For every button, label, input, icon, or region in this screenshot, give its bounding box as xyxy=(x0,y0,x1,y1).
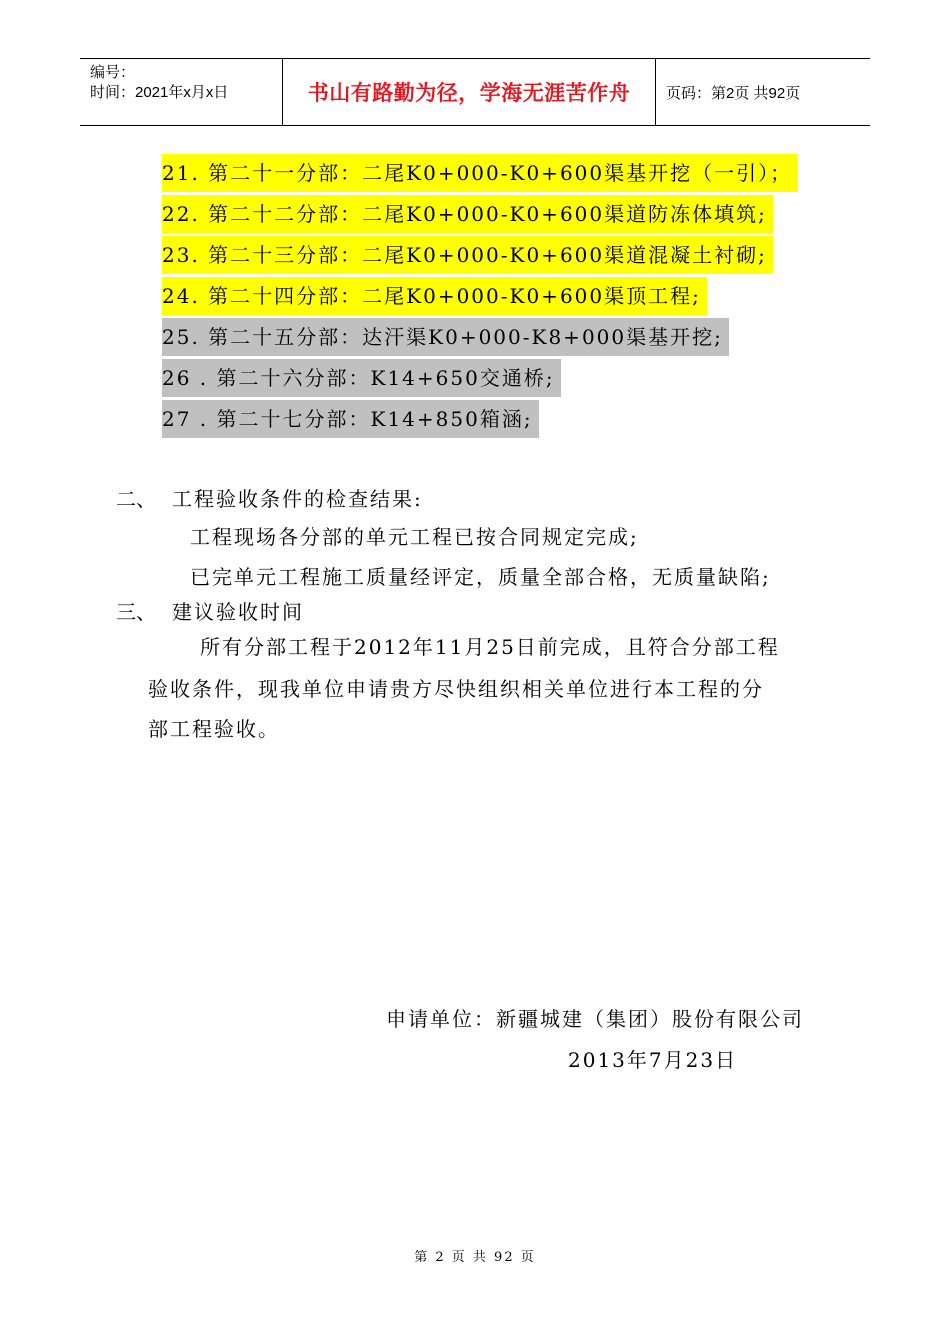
section2-line2: 已完单元工程施工质量经评定，质量全部合格，无质量缺陷; xyxy=(190,565,771,589)
subproject-list xyxy=(162,154,798,441)
page-footer: 第 2 页 共 92 页 xyxy=(414,1250,536,1265)
section2-line1: 工程现场各分部的单元工程已按合同规定完成; xyxy=(190,525,639,549)
section3-line3: 部工程验收。 xyxy=(148,717,280,741)
list-item: 23. 第二十三分部：二尾K0+000-K0+600渠道混凝土衬砌; xyxy=(162,236,773,274)
header-motto: 书山有路勤为径，学海无涯苦作舟 xyxy=(307,81,631,105)
signature-date: 2013年7月23日 xyxy=(568,1048,738,1072)
list-item: 24. 第二十四分部：二尾K0+000-K0+600渠顶工程; xyxy=(162,277,707,315)
section2-number: 二、 xyxy=(116,487,156,511)
header-time-label: 时间：2021年x月x日 xyxy=(90,84,229,101)
section3-line2: 验收条件，现我单位申请贵方尽快组织相关单位进行本工程的分 xyxy=(148,677,764,701)
list-item: 25. 第二十五分部：达汗渠K0+000-K8+000渠基开挖; xyxy=(162,318,729,356)
section2-title: 工程验收条件的检查结果: xyxy=(172,487,423,511)
section3-title: 建议验收时间 xyxy=(172,600,304,624)
document-header xyxy=(80,58,870,126)
header-number-label: 编号： xyxy=(90,64,136,81)
header-meta xyxy=(80,59,282,125)
list-item: 21. 第二十一分部：二尾K0+000-K0+600渠基开挖（一引）； xyxy=(162,154,798,192)
section3-line1: 所有分部工程于2012年11月25日前完成，且符合分部工程 xyxy=(200,635,780,659)
header-page-info: 页码：第2页 共92页 xyxy=(666,84,801,102)
list-item: 27 . 第二十七分部：K14+850箱涵; xyxy=(162,400,539,438)
list-item: 26 . 第二十六分部：K14+650交通桥; xyxy=(162,359,561,397)
applicant-signature: 申请单位：新疆城建（集团）股份有限公司 xyxy=(386,1007,804,1031)
list-item: 22. 第二十二分部：二尾K0+000-K0+600渠道防冻体填筑; xyxy=(162,195,773,233)
section3-number: 三、 xyxy=(116,600,156,624)
header-motto-cell xyxy=(282,59,656,125)
